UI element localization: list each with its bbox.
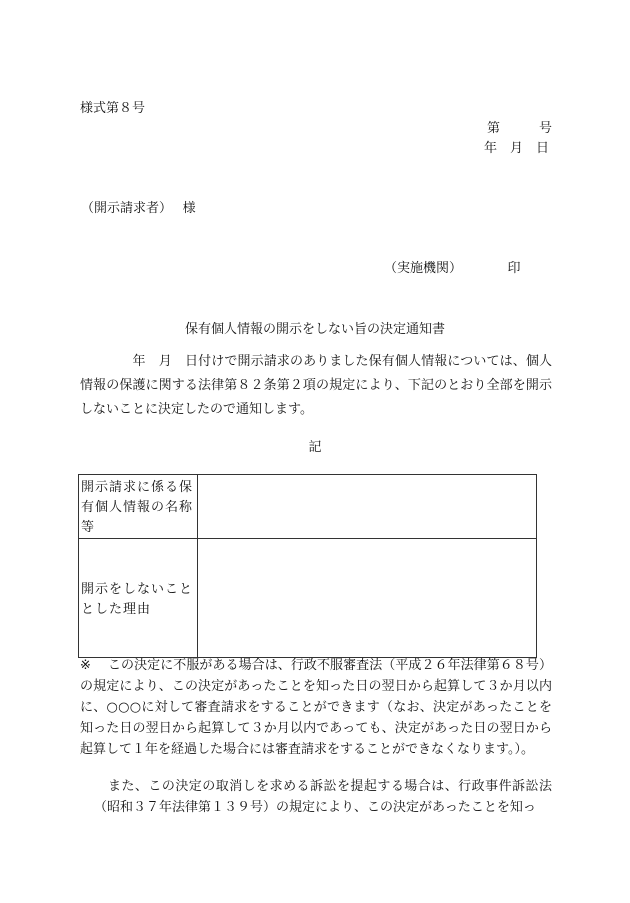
appeal-note-text: この決定に不服がある場合は、行政不服審査法（平成２６年法律第６８号）の規定により、この決定があったことを知った日の翌日から起算して３か月以内に、○○○に対して審査請求をすることができます（なお、決定があったことを知った日の翌日から起算して３か月以内であっても、決定があった日の翌日から起算して１年を経過した場合には審査請求をすることができなくなります。）。 bbox=[80, 658, 552, 757]
ki-heading: 記 bbox=[308, 440, 322, 455]
form-number: 様式第８号 bbox=[80, 101, 146, 116]
lawsuit-note-text: また、この決定の取消しを求める訴訟を提起する場合は、行政事件訴訟法（昭和３７年法律第１３９号）の規定により、この決定があったことを知っ bbox=[94, 779, 552, 815]
info-table bbox=[78, 474, 537, 658]
row-label-reason: 開示をしないこととした理由 bbox=[79, 539, 198, 658]
row-value-info-name bbox=[198, 475, 537, 539]
issuing-agency: （実施機関） 印 bbox=[384, 261, 521, 276]
appeal-note bbox=[80, 655, 552, 760]
document-title: 保有個人情報の開示をしない旨の決定通知書 bbox=[184, 322, 445, 337]
row-label-info-name: 開示請求に係る保有個人情報の名称等 bbox=[79, 475, 198, 539]
document-date: 年 月 日 bbox=[484, 141, 550, 156]
note-mark: ※ bbox=[80, 658, 91, 673]
row-value-reason bbox=[198, 539, 537, 658]
body-paragraph: 年 月 日付けで開示請求のありました保有個人情報については、個人情報の保護に関する法律第８２条第２項の規定により、下記のとおり全部を開示しないことに決定したので通知します。 bbox=[80, 354, 552, 417]
table-row bbox=[79, 539, 537, 658]
addressee: （開示請求者） 様 bbox=[81, 201, 196, 216]
lawsuit-note bbox=[80, 776, 552, 818]
document-number: 第 号 bbox=[487, 121, 553, 136]
table-row bbox=[79, 475, 537, 539]
